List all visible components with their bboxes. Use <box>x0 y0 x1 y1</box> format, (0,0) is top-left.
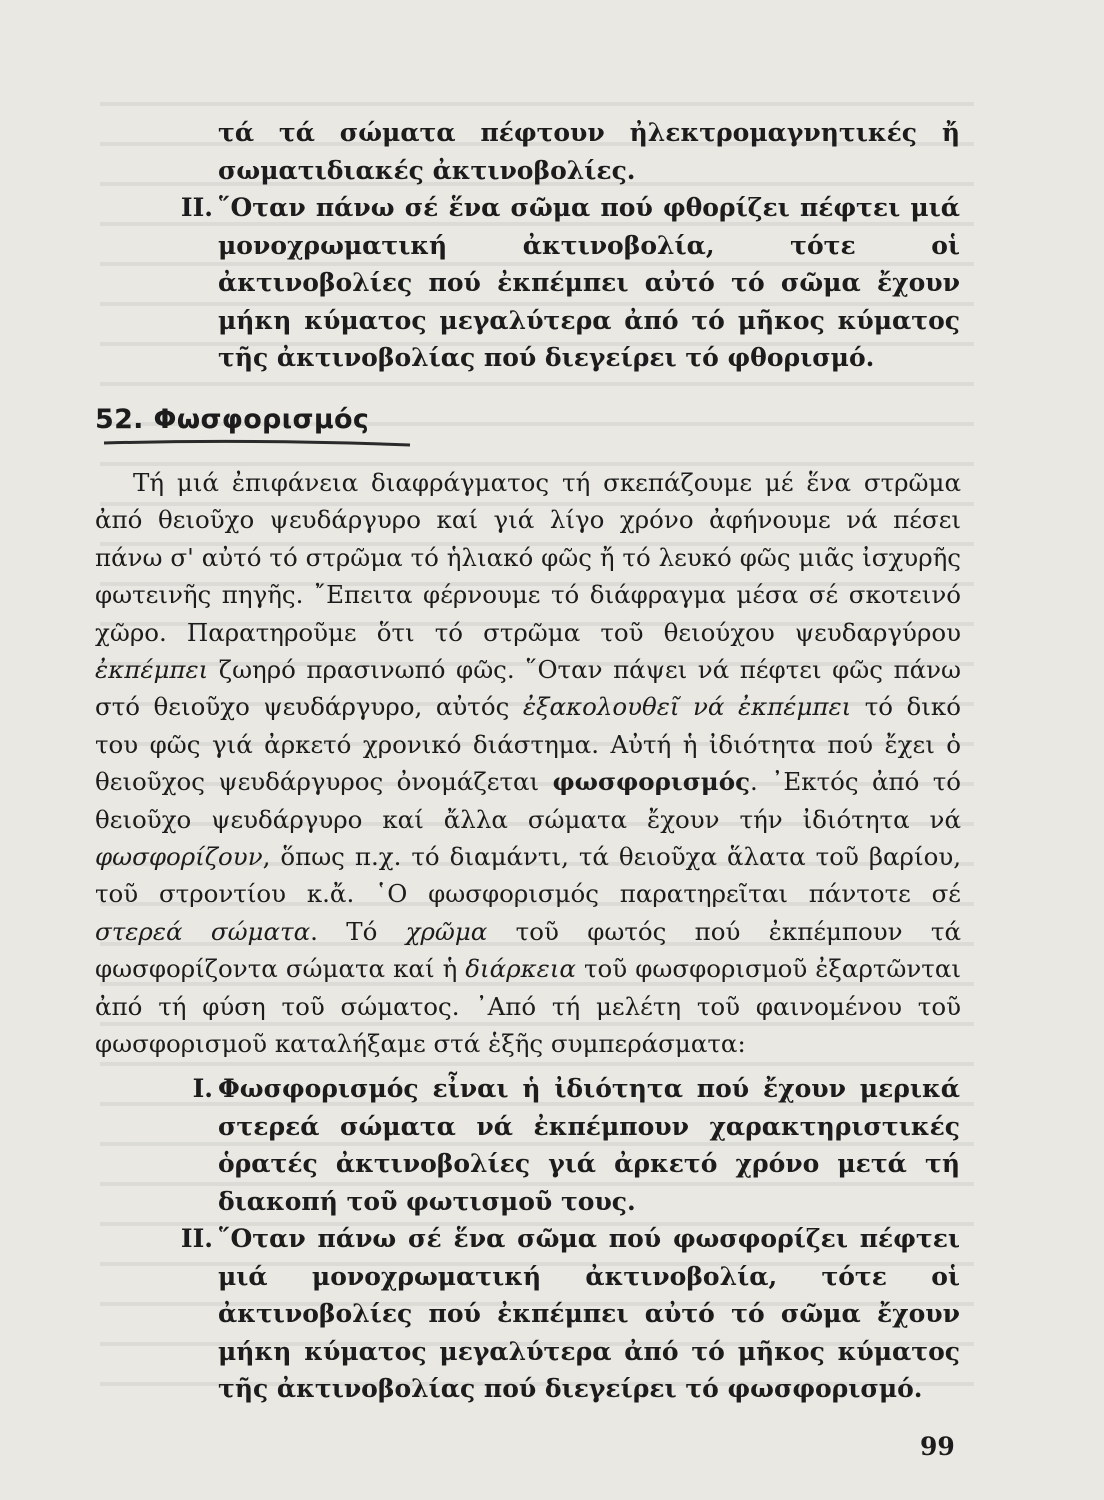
list-item <box>0 1220 1104 1408</box>
item-number: ΙΙ. <box>180 1224 213 1253</box>
paragraph-text: τοῦ φωτός πού ἐκπέμπουν τά φωσφορίζοντα σώματα καί ἡ <box>95 916 961 984</box>
paragraph-text: ζωηρό πρασινωπό φῶς. ῞Οταν πάψει νά πέφτει φῶς πάνω στό θειοῦχο ψευδάργυρο, αὐτός <box>95 655 961 722</box>
paragraph-text: τό δικό του φῶς γιά ἀρκετό χρονικό διάστημα. Αὐτή ἡ ἰδιότητα πού ἔχει ὁ θειοῦχος ψευδάργυρος ὀνομάζεται <box>95 692 961 797</box>
item-number: ΙΙ. <box>180 193 213 222</box>
emphasis-text: διάρκεια <box>465 954 576 984</box>
emphasis-text: χρῶμα <box>405 916 488 946</box>
bold-term: φωσφορισμός <box>552 767 750 797</box>
paragraph-text: Τή μιά ἐπιφάνεια διαφράγματος τή σκεπάζουμε μέ ἕνα στρῶμα ἀπό θειοῦχο ψευδάργυρο καί γιά λίγο χρόνο ἀφήνουμε νά πέσει πάνω σ' αὐτό τό στρῶμα τό ἡλιακό φῶς ἤ τό λευκό φῶς μιᾶς ἰσχυρῆς φωτεινῆς πηγῆς. ῎Επειτα φέρνουμε τό διάφραγμα μέσα σέ σκοτεινό χῶρο. Παρατηροῦμε ὅτι τό στρῶμα τοῦ θειούχου ψευδαργύρου <box>95 468 961 647</box>
emphasis-text: φωσφορίζουν <box>95 842 263 872</box>
item-number: Ι. <box>192 1074 213 1103</box>
heading-underline <box>104 438 410 448</box>
emphasis-text: στερεά σώματα <box>95 916 311 946</box>
conclusions-list <box>0 1070 1104 1408</box>
list-item <box>0 114 1104 189</box>
item-text: ῞Οταν πάνω σέ ἕνα σῶμα πού φθορίζει πέφτει μιά μονοχρωματική ἀκτινοβολία, τότε οἱ ἀκτινοβολίες πού ἐκπέμπει αὐτό τό σῶμα ἔχουν μήκη κύματος μεγαλύτερα ἀπό τό μῆκος κύματος τῆς ἀκτινοβολίας πού διεγείρει τό φθορισμό. <box>218 193 960 372</box>
section-title: Φωσφορισμός <box>153 404 370 435</box>
emphasis-text: ἐκπέμπει <box>95 655 209 685</box>
paragraph-text: . ᾿Εκτός ἀπό τό θειοῦχο ψευδάργυρο καί ἄλλα σώματα ἔχουν τήν ἰδιότητα νά <box>95 767 962 834</box>
body-paragraph <box>95 464 961 1063</box>
emphasis-text: ἐξακολουθεῖ νά ἐκπέμπει <box>522 692 852 722</box>
paragraph-text: , ὅπως π.χ. τό διαμάντι, τά θειοῦχα ἅλατα τοῦ βαρίου, τοῦ στροντίου κ.ἄ. ῾Ο φωσφορισμός παρατηρεῖται πάντοτε σέ <box>95 842 961 909</box>
top-conclusions <box>0 114 1104 377</box>
section-heading <box>95 404 369 435</box>
item-text: Φωσφορισμός εἶναι ἡ ἰδιότητα πού ἔχουν μερικά στερεά σώματα νά ἐκπέμπουν χαρακτηριστικές ὁρατές ἀκτινοβολίες γιά ἀρκετό χρόνο μετά τή διακοπή τοῦ φωτισμοῦ τους. <box>218 1074 960 1216</box>
page-number: 99 <box>920 1432 955 1461</box>
item-text: τά τά σώματα πέφτουν ἠλεκτρομαγνητικές ἤ σωματιδιακές ἀκτινοβολίες. <box>218 118 960 185</box>
list-item <box>0 1070 1104 1220</box>
section-number: 52. <box>95 404 144 435</box>
paragraph-text: . Τό <box>310 916 406 946</box>
item-text: ῞Οταν πάνω σέ ἕνα σῶμα πού φωσφορίζει πέφτει μιά μονοχρωματική ἀκτινοβολία, τότε οἱ ἀκτινοβολίες πού ἐκπέμπει αὐτό τό σῶμα ἔχουν μήκη κύματος μεγαλύτερα ἀπό τό μῆκος κύματος τῆς ἀκτινοβολίας πού διεγείρει τό φωσφορισμό. <box>218 1224 960 1403</box>
list-item <box>0 189 1104 377</box>
paragraph-text: τοῦ φωσφορισμοῦ ἐξαρτῶνται ἀπό τή φύση τοῦ σώματος. ᾿Από τή μελέτη τοῦ φαινομένου τοῦ φωσφορισμοῦ καταλήξαμε στά ἑξῆς συμπεράσματα: <box>95 954 962 1059</box>
